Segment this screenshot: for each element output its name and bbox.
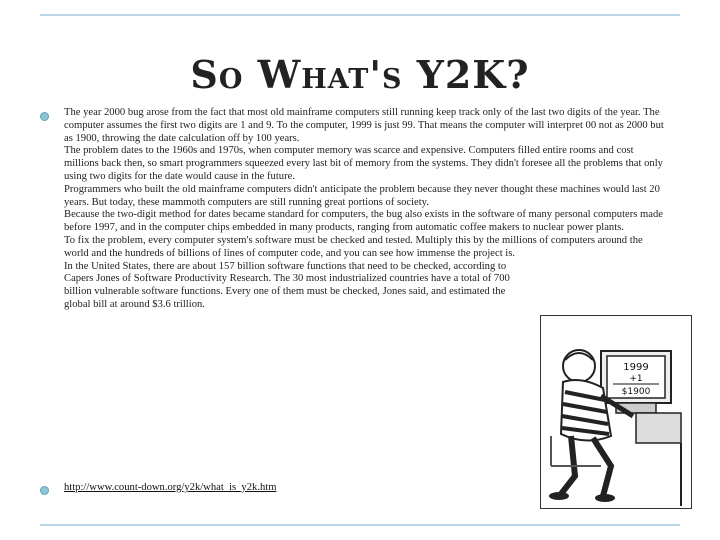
top-divider <box>40 14 680 16</box>
paragraph-4: Because the two-digit method for dates became standard for computers, the bug also exists in the software of many personal computers made before 1997, and in the computer chips embedded in many products, ranging from automatic coffee makers to nuclear power plants. <box>64 209 663 234</box>
paragraph-5: To fix the problem, every computer system's software must be checked and tested. Multiply this by the millions of computers around the world and the hundreds of billions of lines of computer code, and you can see how immense the project is. <box>64 234 643 259</box>
bullet-icon <box>40 112 49 121</box>
paragraph-6: In the United States, there are about 157 billion software functions that need to be checked, according to Capers Jones of Software Productivity Research. The 30 most industrialized countries have a total of 700 billion vulnerable software functions. Every one of them must be checked, Jones said, and estimated the global bill at around $3.6 trillion. <box>64 260 510 310</box>
paragraph-3: Programmers who built the old mainframe computers didn't anticipate the problem because they never thought these machines would last 20 years. But today, these mammoth computers are still running great portions of society. <box>64 183 660 208</box>
paragraph-2: The problem dates to the 1960s and 1970s, when computer memory was scarce and expensive. Computers filled entire rooms and cost millions back then, so smart programmers squeezed every last bit of memory from the systems. They didn't foresee all the problems that only using two digits for the date would cause in the future. <box>64 145 663 182</box>
y2k-cartoon <box>540 315 692 509</box>
cartoon-drawing <box>541 316 691 508</box>
slide-title: So What's Y2K? <box>190 52 530 97</box>
screen-year: 1999 <box>623 362 649 373</box>
body-text <box>64 107 664 312</box>
bullet-icon <box>40 486 49 495</box>
source-link[interactable]: http://www.count-down.org/y2k/what_is_y2k.htm <box>64 482 277 493</box>
screen-plus: +1 <box>629 374 643 384</box>
screen-result: $1900 <box>621 387 651 397</box>
bottom-divider <box>40 524 680 526</box>
paragraph-1: The year 2000 bug arose from the fact that most old mainframe computers still running keep track only of the last two digits of the year. The computer assumes the first two digits are 1 and 9. To the computer, 1999 is just 99. That means the computer will interpret 00 not as 2000 but as 1900, throwing the date calculation off by 100 years. <box>64 107 664 144</box>
